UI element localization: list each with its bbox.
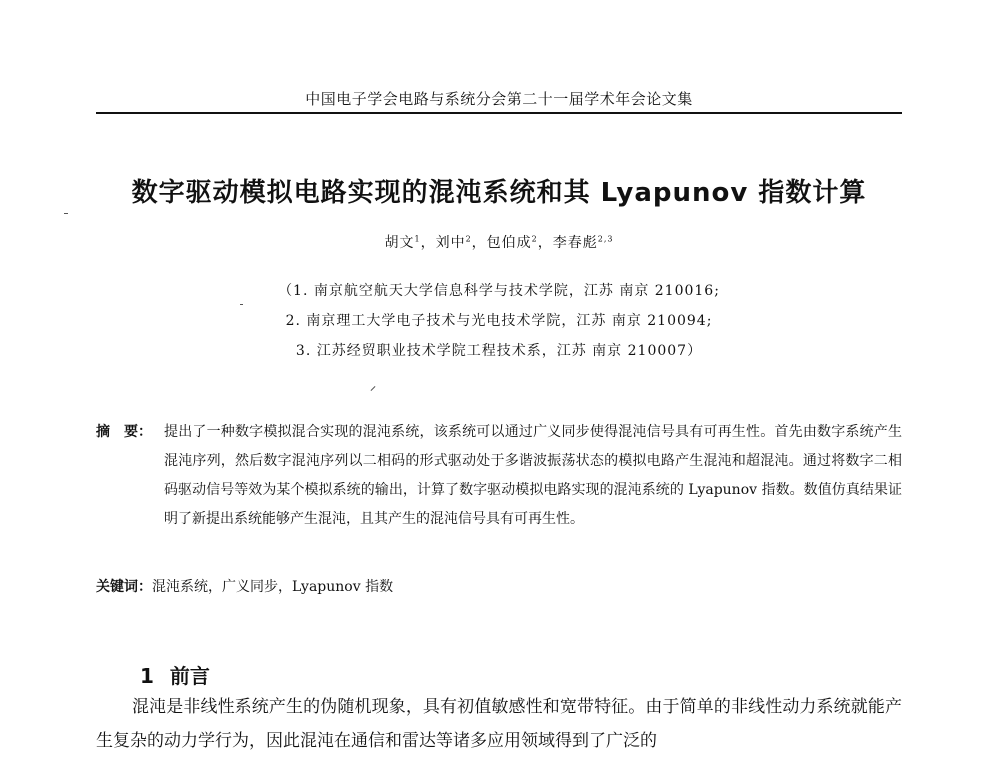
author-affiliation-mark: 2 bbox=[531, 234, 538, 244]
author-separator: ， bbox=[537, 235, 553, 251]
affiliation-line: 2. 南京理工大学电子技术与光电技术学院，江苏 南京 210094; bbox=[285, 313, 713, 329]
keywords bbox=[96, 576, 902, 596]
keywords-text: 混沌系统，广义同步，Lyapunov 指数 bbox=[152, 579, 394, 595]
author-affiliation-mark: 1 bbox=[414, 234, 421, 244]
author-separator: ， bbox=[471, 235, 487, 251]
affiliation-line: 3. 江苏经贸职业技术学院工程技术系，江苏 南京 210007） bbox=[295, 343, 703, 359]
author-name: 刘中 bbox=[435, 235, 466, 251]
running-header: 中国电子学会电路与系统分会第二十一届学术年会论文集 bbox=[305, 90, 693, 108]
author-separator: ， bbox=[420, 235, 436, 251]
author-list bbox=[96, 232, 902, 252]
affiliation-list bbox=[96, 276, 902, 366]
scan-speck bbox=[371, 386, 376, 391]
keywords-label: 关键词： bbox=[96, 579, 152, 595]
author bbox=[553, 235, 614, 251]
author-name: 胡文 bbox=[384, 235, 415, 251]
author-affiliation-mark: 2 bbox=[465, 234, 472, 244]
abstract-text: 提出了一种数字模拟混合实现的混沌系统，该系统可以通过广义同步使得混沌信号具有可再生性。首先由数字系统产生混沌序列，然后数字混沌序列以二相码的形式驱动处于多谐波振荡状态的模拟电路产生混沌和超混沌。通过将数字二相码驱动信号等效为某个模拟系统的输出，计算了数字驱动模拟电路实现的混沌系统的 Lyapunov 指数。数值仿真结果证明了新提出系统能够产生混沌，且其产生的混沌信号具有可再生性。 bbox=[164, 424, 902, 527]
header-rule bbox=[96, 112, 902, 114]
author bbox=[436, 235, 472, 251]
author-name: 包伯成 bbox=[486, 235, 532, 251]
scan-speck bbox=[64, 213, 68, 214]
abstract bbox=[96, 418, 902, 534]
author bbox=[384, 235, 420, 251]
section-heading bbox=[140, 660, 210, 689]
affiliation-line: （1. 南京航空航天大学信息科学与技术学院，江苏 南京 210016; bbox=[278, 283, 720, 299]
author-affiliation-mark: 2,3 bbox=[597, 234, 614, 244]
section-number: 1 bbox=[140, 664, 154, 688]
author bbox=[487, 235, 538, 251]
abstract-label: 摘 要： bbox=[96, 424, 152, 440]
author-name: 李春彪 bbox=[552, 235, 598, 251]
intro-paragraph: 混沌是非线性系统产生的伪随机现象，具有初值敏感性和宽带特征。由于简单的非线性动力系统就能产生复杂的动力学行为，因此混沌在通信和雷达等诸多应用领域得到了广泛的 bbox=[96, 697, 902, 751]
paper-title: 数字驱动模拟电路实现的混沌系统和其 Lyapunov 指数计算 bbox=[131, 178, 867, 208]
section-title: 前言 bbox=[169, 664, 210, 688]
